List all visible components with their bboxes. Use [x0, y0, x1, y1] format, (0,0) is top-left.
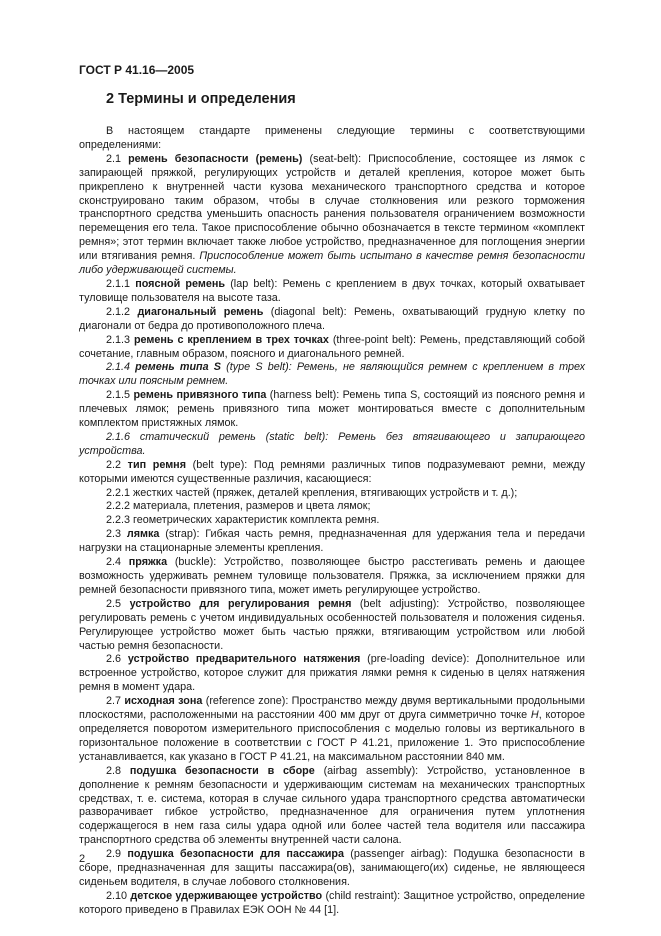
term: ремень с креплением в трех точках	[133, 333, 329, 346]
term: ремень типа S	[135, 361, 222, 374]
term: лямка	[126, 528, 160, 541]
term: пряжка	[128, 556, 168, 569]
definition-2-1-2: 2.1.2 диагональный ремень (diagonal belt): Ремень, охватывающий грудную клетку по диагонали от бедра до противоположного плеча.	[79, 305, 585, 332]
term: ремень привязного типа	[133, 389, 267, 402]
item-2-2-2: 2.2.2 материала, плетения, размеров и цвета лямок;	[106, 500, 371, 513]
definition-2-8: 2.8 подушка безопасности в сборе (airbag assembly): Устройство, установленное в дополнение к ремням безопасности и удерживающим системам на механических транспортных средствах, т. е. система, которая в случае сильного удара транспортного средства автоматически разворачивает гибкое устройство, предназначенное для ограничения путем уплотнения содержащегося в нем газа силы удара одной или более частей тела водителя или пассажира транспортного средства об элементы внутренней части салона.	[79, 764, 585, 847]
definition-2-7: 2.7 исходная зона (reference zone): Пространство между двумя вертикальными продольными плоскостями, расположенными на расстоянии 400 мм друг от друга симметрично точке H, которое определяется поворотом измерительного приспособления с моделью головы из вертикального в горизонтальное положение в соответствии с ГОСТ Р 41.21, приложение 1. Это приспособление устанавливается, как указано в ГОСТ Р 41.21, на максимальном расстоянии 840 мм.	[79, 695, 585, 763]
definition-2-1-5: 2.1.5 ремень привязного типа (harness belt): Ремень типа S, состоящий из поясного ремня и плечевых лямок; ремень привязного типа может монтироваться вместе с дополнительным комплектом пристяжных лямок.	[79, 389, 585, 430]
definition-2-3: 2.3 лямка (strap): Гибкая часть ремня, предназначенная для удержания тела и передачи нагрузки на стационарные элементы крепления.	[79, 528, 585, 555]
term: диагональный ремень	[137, 305, 264, 318]
definition-2-1-1: 2.1.1 поясной ремень (lap belt): Ремень с креплением в двух точках, который охватывает туловище пользователя на высоте таза.	[79, 277, 586, 304]
term: исходная зона	[124, 695, 203, 708]
term: статический ремень	[139, 430, 256, 443]
document-body	[79, 125, 585, 918]
definition-2-2: 2.2 тип ремня (belt type): Под ремнями различных типов подразумевают ремни, между которыми имеются существенные различия, касающиеся:	[79, 458, 586, 485]
page-number: 2	[79, 853, 86, 865]
definition-2-4: 2.4 пряжка (buckle): Устройство, позволяющее быстро расстегивать ремень и дающее возможность удерживать ремнем туловище пользователя. Пряжка, за исключением пряжки для ремней безопасности привязного типа, может иметь регулирующее устройство.	[79, 556, 585, 596]
definition-2-10: 2.10 детское удерживающее устройство (child restraint): Защитное устройство, определение которого приведено в Правилах ЕЭК ООН № 44 [1].	[79, 889, 586, 916]
section-title: 2 Термины и определения	[106, 91, 296, 107]
term: устройство для регулирования ремня	[129, 597, 352, 610]
item-2-2-3: 2.2.3 геометрических характеристик комплекта ремня.	[106, 514, 380, 527]
document-header: ГОСТ Р 41.16—2005	[79, 63, 195, 77]
definition-2-1-6: 2.1.6 статический ремень (static belt): Ремень без втягивающего и запирающего устройства.	[79, 430, 586, 457]
definition-2-6: 2.6 устройство предварительного натяжения (pre-loading device): Дополнительное или встроенное устройство, которое служит для прижатия лямки ремня к сиденью в целях натяжения ремня в момент удара.	[79, 653, 586, 694]
term: подушка безопасности для пассажира	[127, 848, 344, 861]
definition-2-1: 2.1 ремень безопасности (ремень) (seat-belt): Приспособление, состоящее из лямок с запирающей пряжкой, регулирующих устройств и деталей крепления, которое может быть прикреплено к внутренней части кузова механического транспортного средства и которое сконструировано таким образом, чтобы в случае столкновения или резкого торможения транспортного средства уменьшить опасность ранения пользователя ограничением возможности перемещения его тела. Такое приспособление обычно обозначается в тексте термином «комплект ремня»; этот термин включает также любое устройство, предназначенное для поглощения энергии или втягивания ремня. Приспособление может быть испытано в качестве ремня безопасности либо удерживающей системы.	[79, 152, 586, 277]
definition-2-5: 2.5 устройство для регулирования ремня (belt adjusting): Устройство, позволяющее регулировать ремень с учетом индивидуальных особенностей пользователя и положения сиденья. Регулирующее устройство может быть частью пряжки, втягивающим устройством или любой частью ремня безопасности.	[79, 597, 585, 652]
definition-2-1-3: 2.1.3 ремень с креплением в трех точках (three-point belt): Ремень, представляющий собой сочетание, главным образом, поясного и диагонального ремней.	[79, 333, 586, 360]
definition-2-9: 2.9 подушка безопасности для пассажира (passenger airbag): Подушка безопасности в сборе, предназначенная для защиты пассажира(ов), занимающего(их) сиденье, не являющееся сиденьем водителя, в случае лобового столкновения.	[79, 848, 586, 888]
term: детское удерживающее устройство	[130, 889, 323, 902]
term: тип ремня	[127, 458, 187, 471]
term: поясной ремень	[135, 277, 226, 290]
intro-paragraph: В настоящем стандарте применены следующие термины с соответствующими определениями:	[79, 125, 585, 151]
item-2-2-1: 2.2.1 жестких частей (пряжек, деталей крепления, втягивающих устройств и т. д.);	[106, 486, 518, 499]
term: устройство предварительного натяжения	[127, 653, 361, 666]
definition-2-1-4: 2.1.4 ремень типа S (type S belt): Ремень, не являющийся ремнем с креплением в трех точках или поясным ремнем.	[79, 361, 585, 388]
term: ремень безопасности (ремень)	[128, 152, 303, 165]
term: подушка безопасности в сборе	[129, 764, 315, 777]
